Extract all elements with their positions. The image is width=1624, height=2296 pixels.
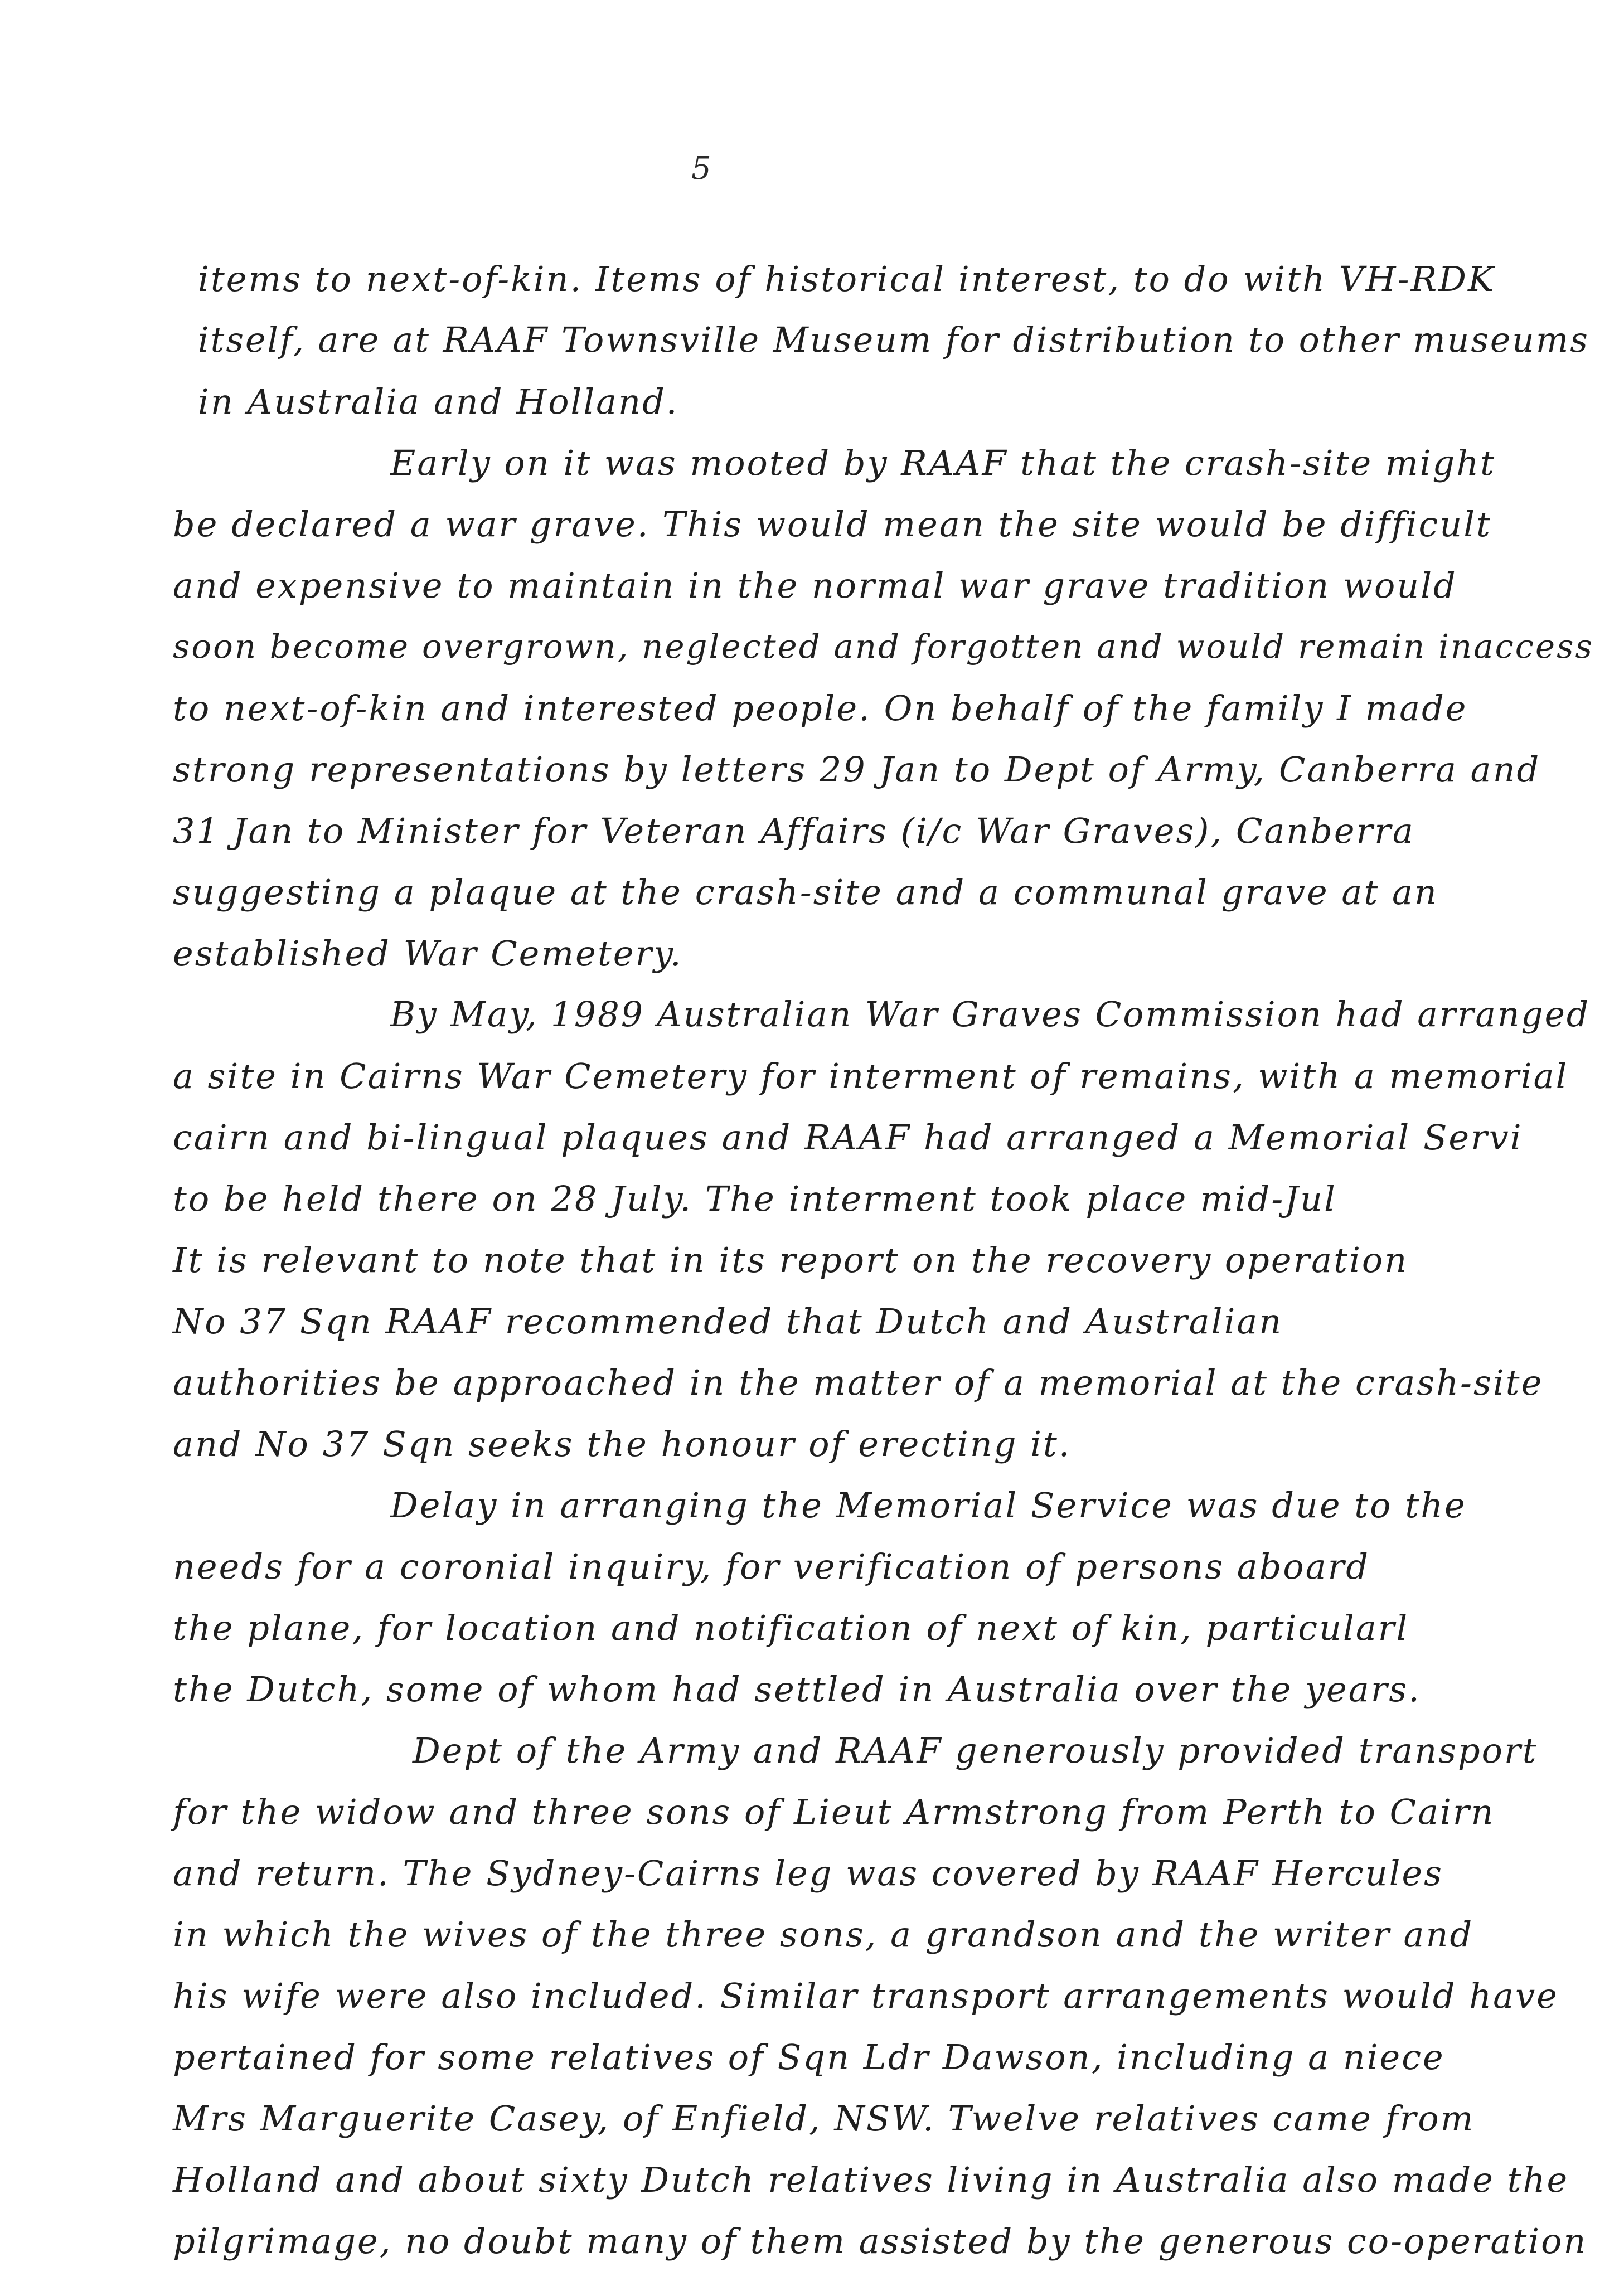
text-line: and No 37 Sqn seeks the honour of erecting it. (173, 1424, 1072, 1464)
text-line: Delay in arranging the Memorial Service was due to the (390, 1485, 1467, 1526)
text-line: to next-of-kin and interested people. On behalf of the family I made (173, 688, 1468, 729)
text-line: Early on it was mooted by RAAF that the crash-site might (390, 443, 1496, 483)
page-number: 5 (691, 151, 711, 187)
text-line: pertained for some relatives of Sqn Ldr Dawson, including a niece (173, 2037, 1445, 2077)
text-line: strong representations by letters 29 Jan to Dept of Army, Canberra and (173, 749, 1541, 790)
text-line: suggesting a plaque at the crash-site and a communal grave at an (173, 872, 1438, 912)
text-line: Dept of the Army and RAAF generously provided transport (413, 1730, 1538, 1771)
text-line: in Australia and Holland. (198, 381, 679, 422)
text-line: soon become overgrown, neglected and forgotten and would remain inaccess (173, 627, 1594, 666)
text-line: pilgrimage, no doubt many of them assisted by the generous co-operation (173, 2221, 1588, 2261)
text-line: Mrs Marguerite Casey, of Enfield, NSW. Twelve relatives came from (173, 2098, 1475, 2139)
text-line: It is relevant to note that in its report on the recovery operation (173, 1240, 1409, 1280)
text-line: authorities be approached in the matter of a memorial at the crash-site (173, 1362, 1544, 1403)
text-line: Holland and about sixty Dutch relatives living in Australia also made the (173, 2159, 1569, 2200)
text-line: items to next-of-kin. Items of historical interest, to do with VH-RDK (198, 259, 1496, 299)
text-line: needs for a coronial inquiry, for verification of persons aboard (173, 1546, 1370, 1587)
text-line: for the widow and three sons of Lieut Armstrong from Perth to Cairn (173, 1792, 1495, 1832)
text-line: in which the wives of the three sons, a grandson and the writer and (173, 1914, 1474, 1955)
text-line: and return. The Sydney-Cairns leg was covered by RAAF Hercules (173, 1853, 1443, 1894)
text-line: and expensive to maintain in the normal war grave tradition would (173, 565, 1457, 606)
text-line: be declared a war grave. This would mean the site would be difficult (173, 504, 1492, 545)
text-line: By May, 1989 Australian War Graves Commission had arranged (390, 995, 1591, 1035)
text-line: itself, are at RAAF Townsville Museum for distribution to other museums (198, 320, 1589, 360)
text-line: No 37 Sqn RAAF recommended that Dutch and Australian (173, 1301, 1283, 1342)
text-line: the plane, for location and notification of next of kin, particularl (173, 1608, 1409, 1648)
text-line: to be held there on 28 July. The interment took place mid-Jul (173, 1178, 1337, 1219)
text-line: cairn and bi-lingual plaques and RAAF had arranged a Memorial Servi (173, 1117, 1523, 1158)
text-line: established War Cemetery. (173, 933, 683, 974)
text-line: a site in Cairns War Cemetery for interment of remains, with a memorial (173, 1056, 1569, 1096)
text-line: the Dutch, some of whom had settled in Australia over the years. (173, 1669, 1421, 1710)
text-line: his wife were also included. Similar transport arrangements would have (173, 1975, 1559, 2016)
text-line: 31 Jan to Minister for Veteran Affairs (i/c War Graves), Canberra (173, 810, 1415, 851)
